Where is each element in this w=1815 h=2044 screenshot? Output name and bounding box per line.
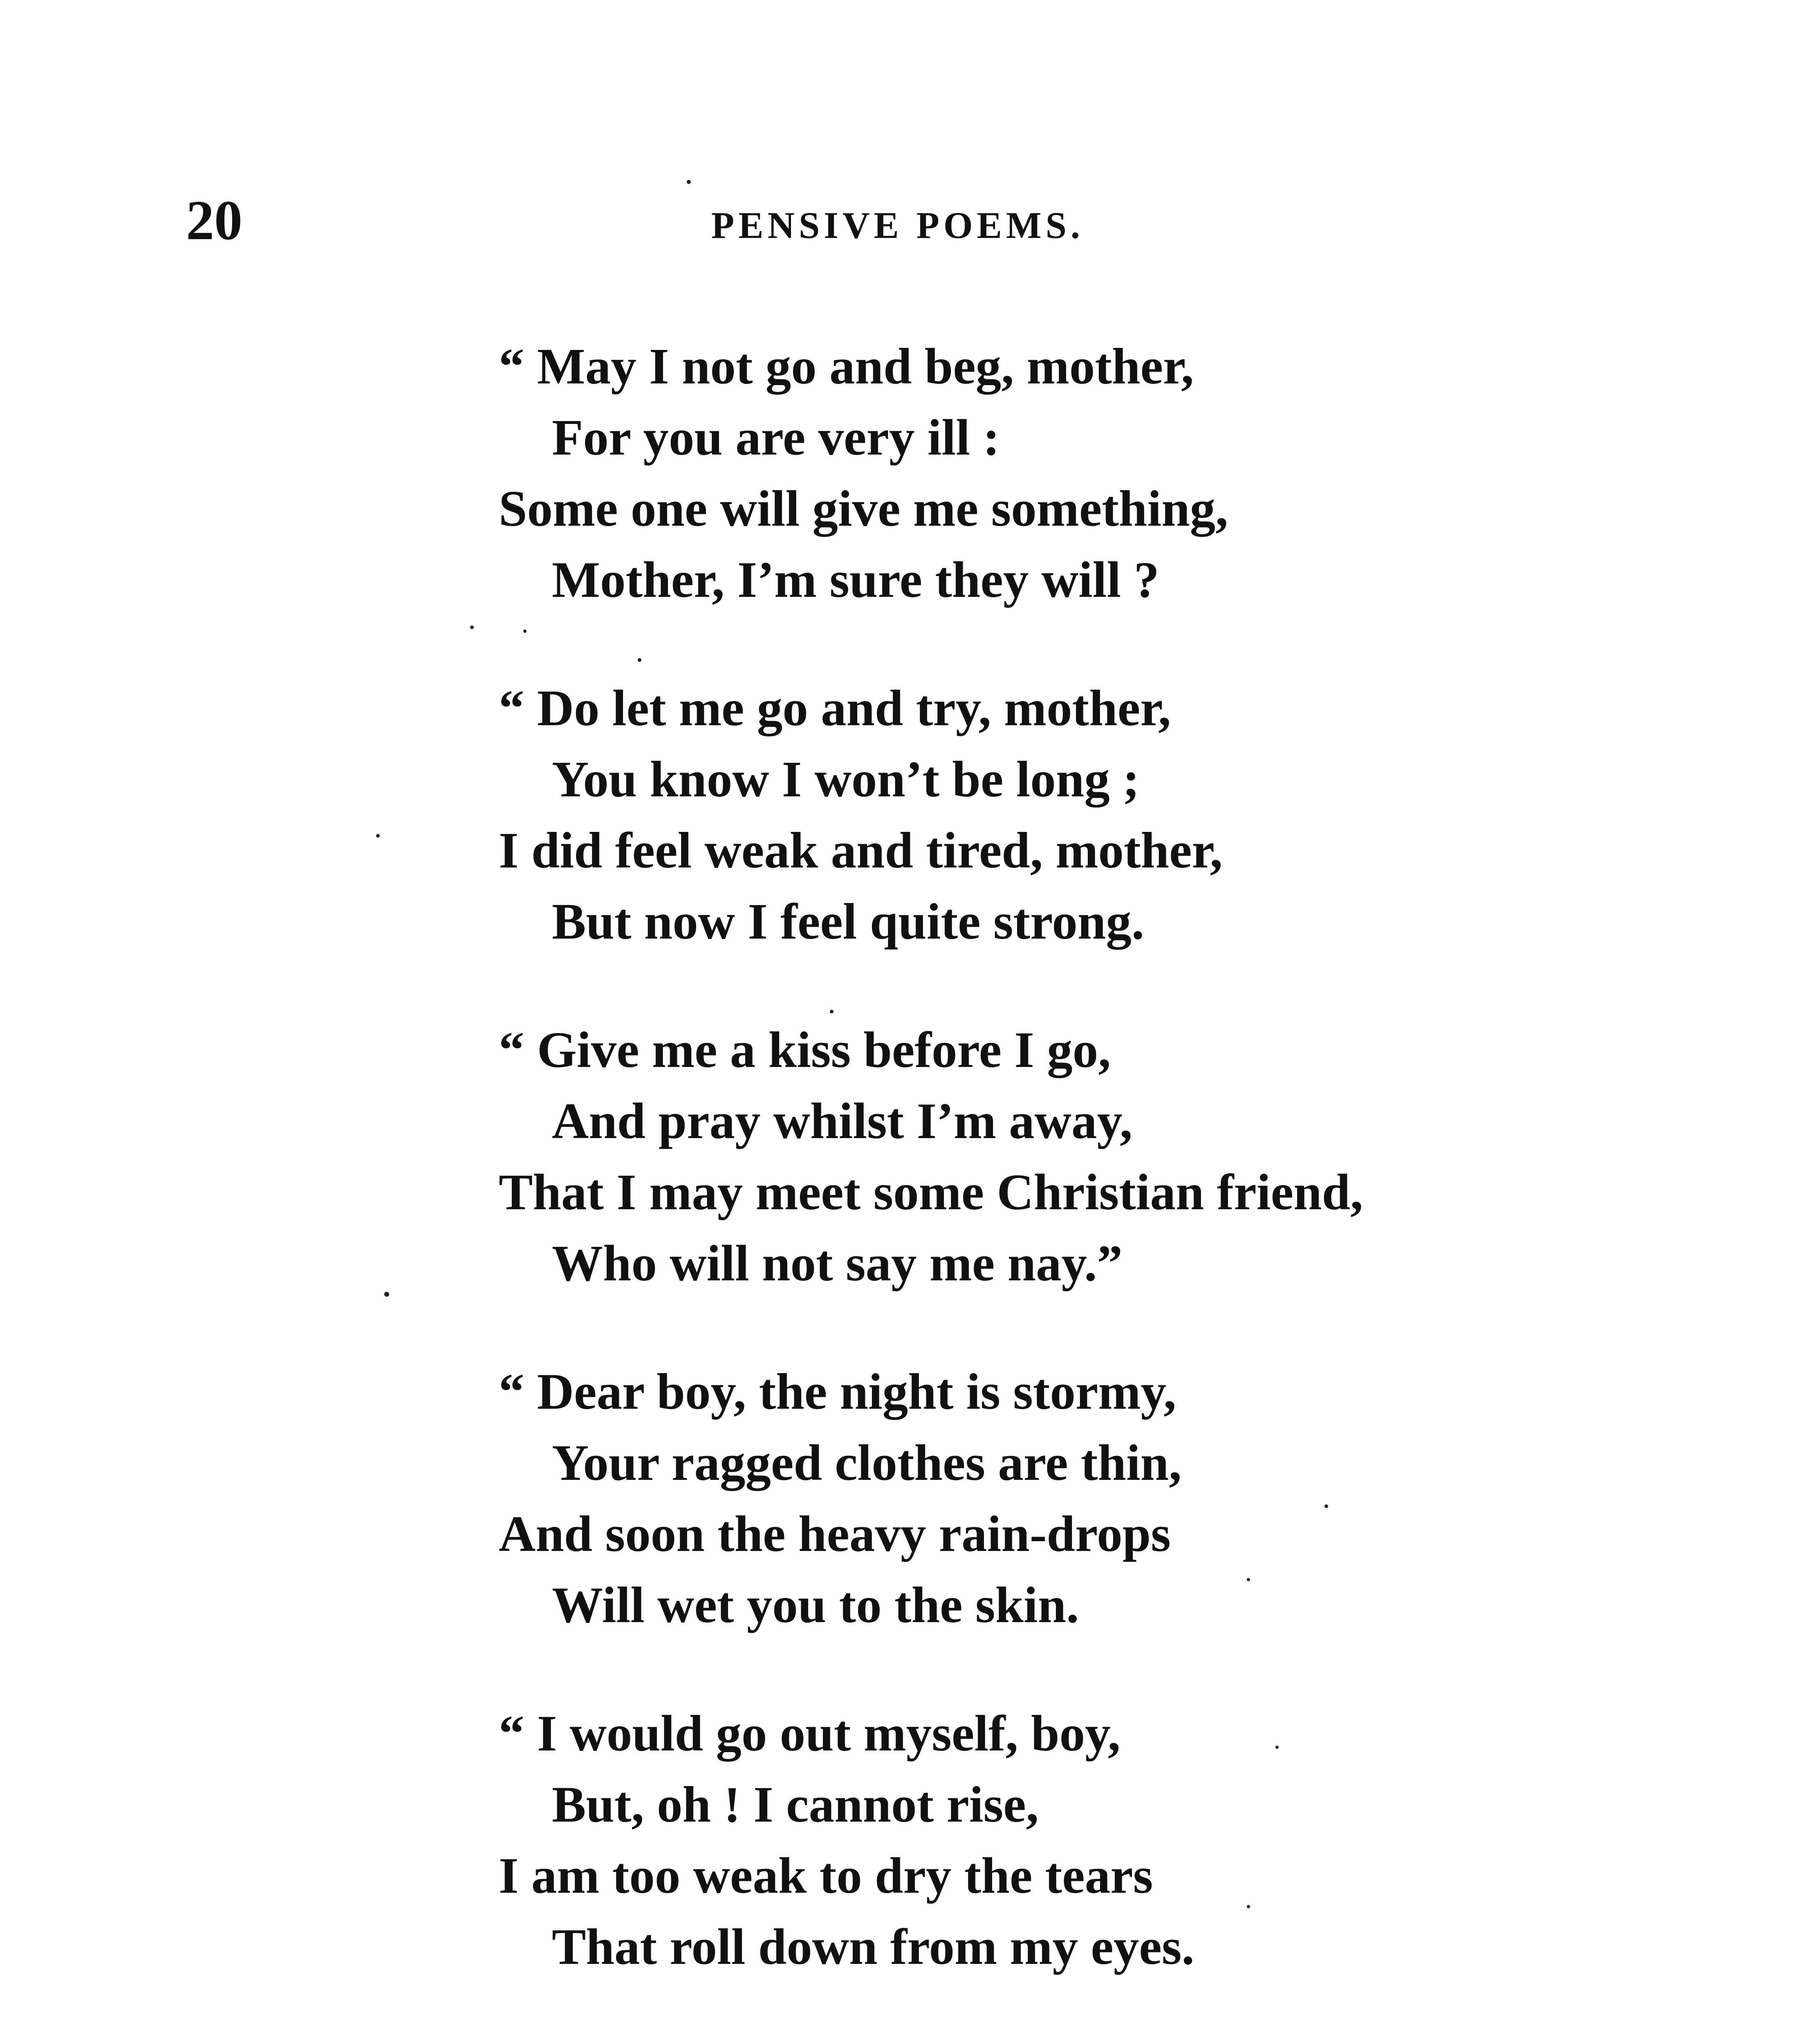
poem-line (499, 2040, 1480, 2044)
stanza (499, 331, 1480, 616)
speck (1247, 1905, 1250, 1908)
poem-line: “ Do let me go and try, mother, (499, 680, 1171, 737)
speck (1275, 1746, 1279, 1749)
page-number: 20 (186, 189, 242, 251)
poem-line: I am too weak to dry the tears (499, 1848, 1153, 1904)
poem-line: Will wet you to the skin. (552, 1577, 1079, 1634)
poem-line: “ May I not go and beg, mother, (499, 338, 1194, 395)
poem-line: And soon the heavy rain-drops (499, 1506, 1171, 1562)
poem-line: But now I feel quite strong. (552, 894, 1145, 950)
poem-line: Mother, I’m sure they will ? (552, 552, 1159, 608)
speck (523, 630, 527, 633)
speck (687, 180, 691, 184)
poem-line: “ Give me a kiss before I go, (499, 1022, 1111, 1078)
poem-line: Some one will give me something, (499, 481, 1228, 537)
poem-line: That roll down from my eyes. (552, 1919, 1194, 1975)
stanza (499, 1015, 1480, 1299)
poem-line: “ I would go out myself, boy, (499, 1706, 1121, 1762)
running-title: PENSIVE POEMS. (711, 204, 1084, 246)
poem-line: Your ragged clothes are thin, (552, 1435, 1182, 1491)
speck (1247, 1578, 1250, 1581)
poem-line: Who will not say me nay.” (552, 1235, 1123, 1292)
poem-line: For you are very ill : (552, 410, 1000, 466)
speck (830, 1010, 834, 1013)
poem-line: That I may meet some Christian friend, (499, 1164, 1363, 1221)
poem (499, 331, 1480, 2044)
poem-line: I did feel weak and tired, mother, (499, 823, 1223, 879)
poem-line: And pray whilst I’m away, (552, 1093, 1133, 1150)
stanza (499, 673, 1480, 957)
stanza (499, 2040, 1480, 2044)
poem-line: “ Dear boy, the night is stormy, (499, 1364, 1176, 1420)
poem-line: You know I won’t be long ; (552, 751, 1140, 808)
speck (384, 1292, 389, 1297)
speck (470, 625, 474, 629)
speck (638, 658, 641, 662)
stanza (499, 1698, 1480, 1983)
speck (1324, 1504, 1328, 1508)
speck (376, 834, 380, 838)
poem-line: But, oh ! I cannot rise, (552, 1777, 1039, 1833)
stanza (499, 1356, 1480, 1641)
